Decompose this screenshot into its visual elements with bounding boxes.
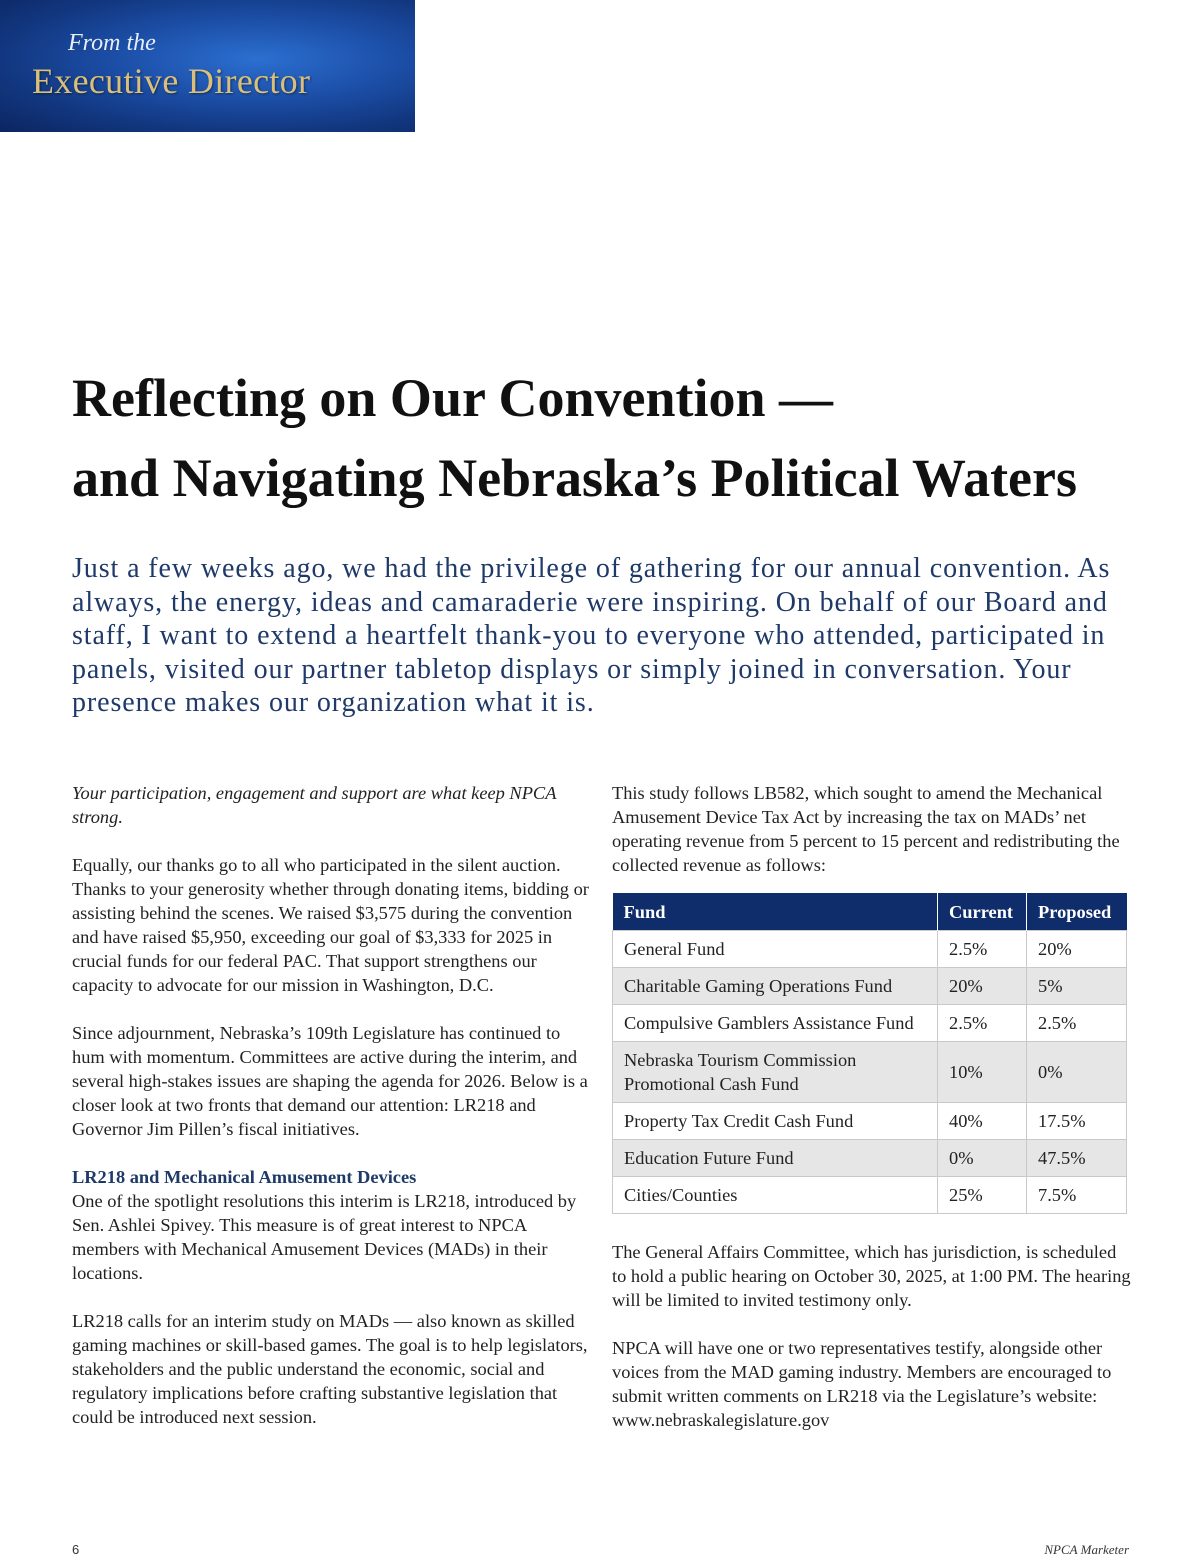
left-column	[72, 781, 592, 1453]
auction-paragraph: Equally, our thanks go to all who participated in the silent auction. Thanks to your generosity whether through donating items, bidding or assisting behind the scenes. We raised $3,575 during the convention and have raised $5,950, exceeding our goal of $3,333 for 2025 in crucial funds for our federal PAC. That support strengthens our capacity to advocate for our mission in Washington, D.C.	[72, 855, 589, 995]
header-current: Current	[938, 893, 1027, 931]
section-subheading: LR218 and Mechanical Amusement Devices	[72, 1167, 417, 1187]
table-row	[613, 968, 1127, 1005]
current-rate: 0%	[938, 1140, 1027, 1177]
current-rate: 2.5%	[938, 1005, 1027, 1042]
intro-italic-paragraph: Your participation, engagement and support are what keep NPCA strong.	[72, 783, 557, 827]
table-header-row	[613, 893, 1127, 931]
proposed-rate: 17.5%	[1027, 1103, 1127, 1140]
header-proposed: Proposed	[1027, 893, 1127, 931]
proposed-rate: 7.5%	[1027, 1177, 1127, 1214]
testimony-paragraph: NPCA will have one or two representatives testify, alongside other voices from the MAD gaming industry. Members are encouraged to submit written comments on LR218 via the Legislature’s website: www.nebraskalegislature.gov	[612, 1338, 1112, 1430]
header-fund: Fund	[613, 893, 938, 931]
current-rate: 2.5%	[938, 931, 1027, 968]
lr218-intro-paragraph: One of the spotlight resolutions this interim is LR218, introduced by Sen. Ashlei Spivey. This measure is of great interest to NPCA members with Mechanical Amusement Devices (MADs) in their locations.	[72, 1191, 577, 1283]
fund-name: Cities/Counties	[613, 1177, 938, 1214]
right-column	[612, 781, 1132, 1456]
title-line-2: and Navigating Nebraska’s Political Waters	[72, 448, 1078, 508]
table-row	[613, 1140, 1127, 1177]
fund-name: Education Future Fund	[613, 1140, 938, 1177]
proposed-rate: 20%	[1027, 931, 1127, 968]
article-title	[72, 358, 1152, 518]
fund-name: Property Tax Credit Cash Fund	[613, 1103, 938, 1140]
banner-heading: Executive Director	[32, 61, 311, 101]
table-row	[613, 1005, 1127, 1042]
proposed-rate: 2.5%	[1027, 1005, 1127, 1042]
executive-director-banner	[0, 0, 415, 132]
table-row	[613, 931, 1127, 968]
fund-name: General Fund	[613, 931, 938, 968]
table-row	[613, 1177, 1127, 1214]
current-rate: 25%	[938, 1177, 1027, 1214]
proposed-rate: 5%	[1027, 968, 1127, 1005]
current-rate: 40%	[938, 1103, 1027, 1140]
lr218-study-paragraph: LR218 calls for an interim study on MADs — also known as skilled gaming machines or skill-based games. The goal is to help legislators, stakeholders and the public understand the economic, social and regulatory implications before crafting substantive legislation that could be introduced next session.	[72, 1311, 588, 1427]
hearing-paragraph: The General Affairs Committee, which has jurisdiction, is scheduled to hold a public hearing on October 30, 2025, at 1:00 PM. The hearing will be limited to invited testimony only.	[612, 1242, 1131, 1310]
proposed-rate: 0%	[1027, 1042, 1127, 1103]
fund-name: Charitable Gaming Operations Fund	[613, 968, 938, 1005]
proposed-rate: 47.5%	[1027, 1140, 1127, 1177]
current-rate: 10%	[938, 1042, 1027, 1103]
title-line-1: Reflecting on Our Convention —	[72, 368, 834, 428]
current-rate: 20%	[938, 968, 1027, 1005]
fund-name: Compulsive Gamblers Assistance Fund	[613, 1005, 938, 1042]
revenue-distribution-table	[612, 893, 1127, 1214]
legislature-paragraph: Since adjournment, Nebraska’s 109th Legislature has continued to hum with momentum. Committees are active during the interim, and several high-stakes issues are shaping the agenda for 2026. Below is a closer look at two fronts that demand our attention: LR218 and Governor Jim Pillen’s fiscal initiatives.	[72, 1023, 588, 1139]
publication-name: NPCA Marketer	[1044, 1542, 1129, 1557]
lr218-section	[72, 1165, 592, 1285]
page-number: 6	[72, 1542, 80, 1557]
lb582-paragraph: This study follows LB582, which sought to amend the Mechanical Amusement Device Tax Act by increasing the tax on MADs’ net operating revenue from 5 percent to 15 percent and redistributing the collected revenue as follows:	[612, 783, 1120, 875]
lead-paragraph: Just a few weeks ago, we had the privilege of gathering for our annual convention. As always, the energy, ideas and camaraderie were inspiring. On behalf of our Board and staff, I want to extend a heartfelt thank-you to everyone who attended, participated in panels, visited our partner tabletop displays or simply joined in conversation. Your presence makes our organization what it is.	[72, 553, 1111, 718]
table-row	[613, 1042, 1127, 1103]
table-row	[613, 1103, 1127, 1140]
fund-name: Nebraska Tourism Commission Promotional Cash Fund	[613, 1042, 938, 1103]
banner-from-the: From the	[68, 30, 156, 56]
